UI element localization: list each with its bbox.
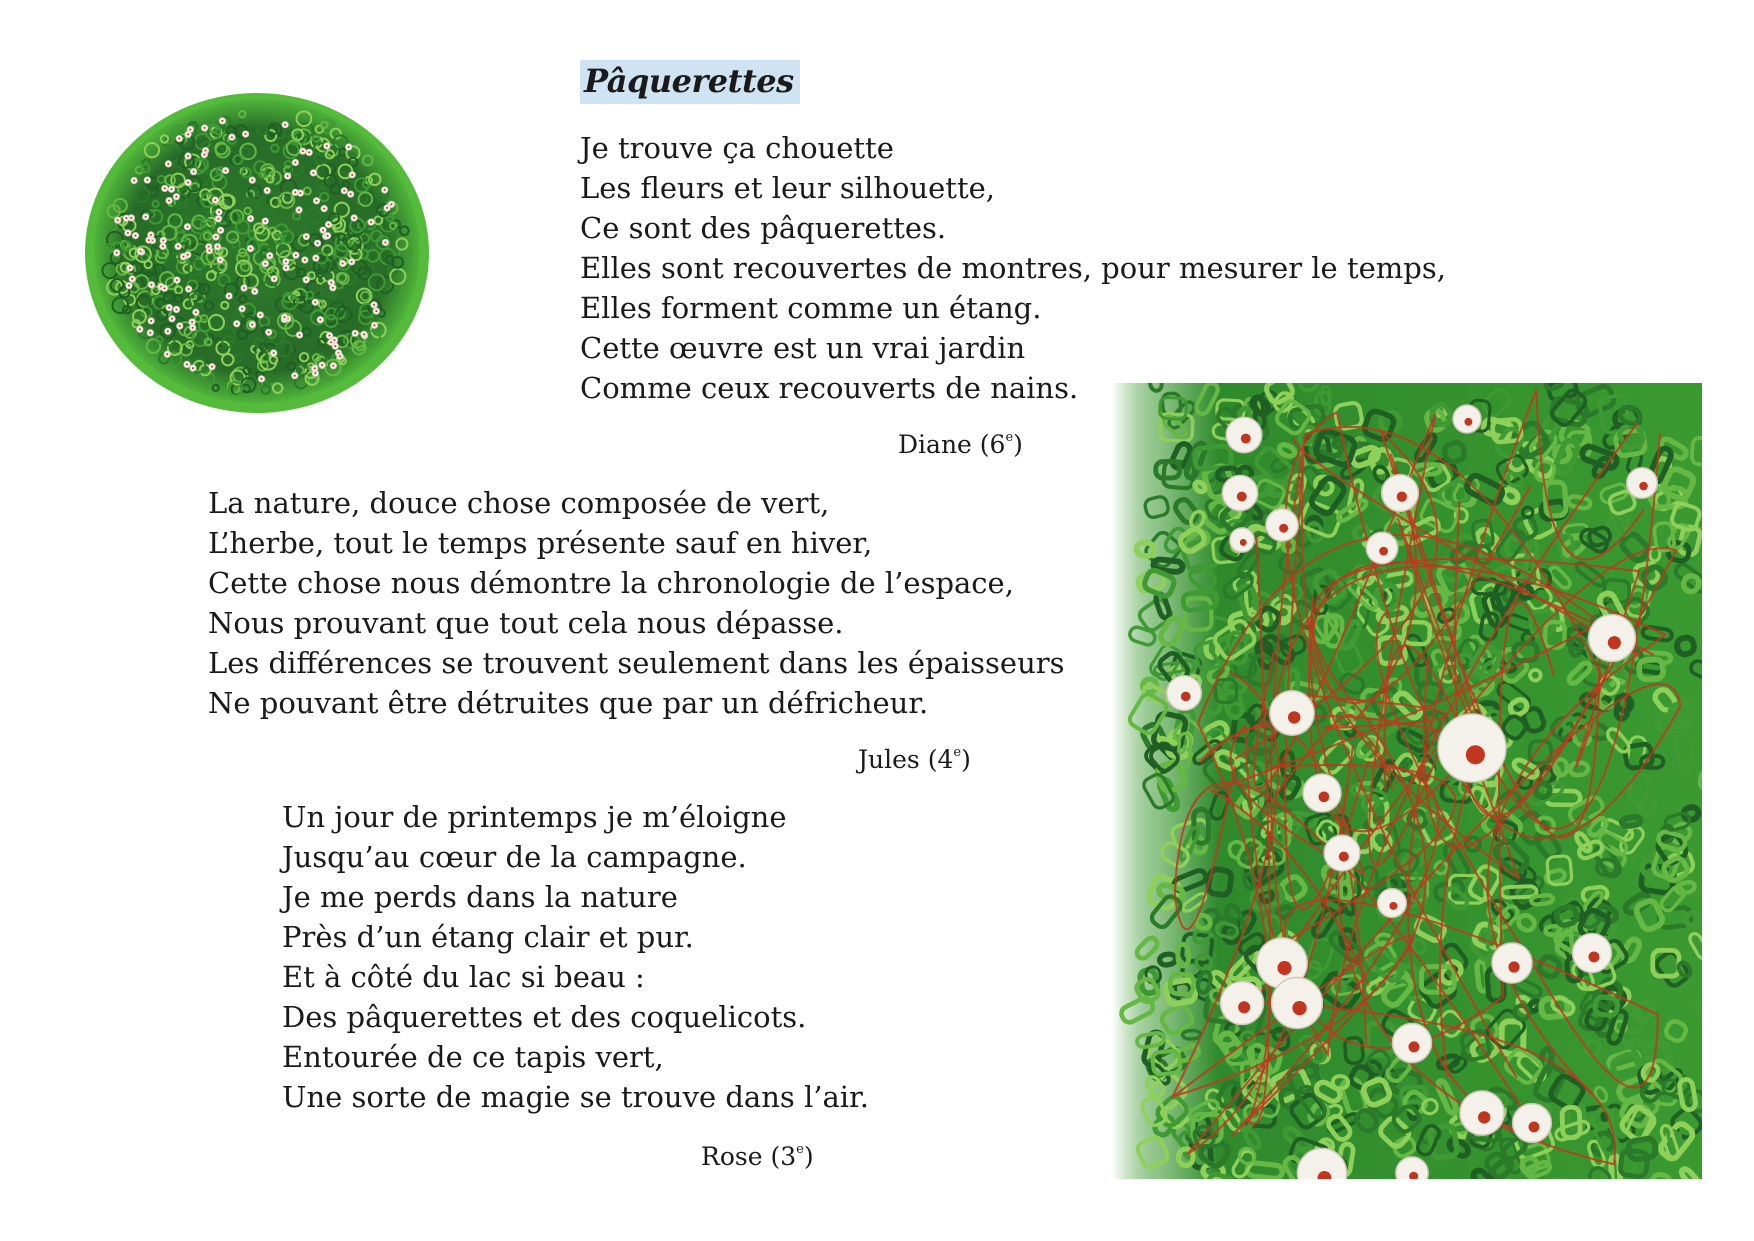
foliage-watches-closeup-image bbox=[1112, 383, 1702, 1179]
poem-line: Comme ceux recouverts de nains. bbox=[580, 371, 1079, 405]
author-name: Jules (4 bbox=[858, 745, 954, 774]
poem-line: Nous prouvant que tout cela nous dépasse. bbox=[208, 606, 844, 640]
poem-line: Cette œuvre est un vrai jardin bbox=[580, 331, 1026, 365]
author-close-paren: ) bbox=[1013, 430, 1023, 459]
grade-superscript: e bbox=[953, 745, 962, 760]
poem-line: Elles sont recouvertes de montres, pour mesurer le temps, bbox=[580, 251, 1446, 285]
poem-line: La nature, douce chose composée de vert, bbox=[208, 486, 830, 520]
poem-line: Elles forment comme un étang. bbox=[580, 291, 1042, 325]
poem-line: Et à côté du lac si beau : bbox=[282, 960, 645, 994]
poem-line: Les fleurs et leur silhouette, bbox=[580, 171, 995, 205]
poem-line: Des pâquerettes et des coquelicots. bbox=[282, 1000, 807, 1034]
author-name: Diane (6 bbox=[898, 430, 1006, 459]
author-close-paren: ) bbox=[961, 745, 971, 774]
poem-line: Ce sont des pâquerettes. bbox=[580, 211, 947, 245]
grade-superscript: e bbox=[1005, 430, 1014, 445]
poem-jules bbox=[208, 483, 1065, 723]
poem-rose bbox=[282, 797, 869, 1117]
poem-line: Un jour de printemps je m’éloigne bbox=[282, 800, 787, 834]
round-garden-artwork-image bbox=[62, 75, 452, 425]
poem-line: Les différences se trouvent seulement dans les épaisseurs bbox=[208, 646, 1065, 680]
poem-author-signature bbox=[858, 745, 971, 774]
poem-line: L’herbe, tout le temps présente sauf en hiver, bbox=[208, 526, 873, 560]
poem-diane bbox=[580, 128, 1446, 408]
poem-line: Jusqu’au cœur de la campagne. bbox=[282, 840, 747, 874]
poem-title: Pâquerettes bbox=[580, 60, 800, 104]
poem-author-signature bbox=[701, 1142, 814, 1171]
poem-author-signature bbox=[898, 430, 1023, 459]
poem-line: Une sorte de magie se trouve dans l’air. bbox=[282, 1080, 869, 1114]
author-close-paren: ) bbox=[803, 1142, 814, 1171]
poem-line: Je me perds dans la nature bbox=[282, 880, 678, 914]
poem-line: Ne pouvant être détruites que par un défricheur. bbox=[208, 686, 929, 720]
poem-line: Cette chose nous démontre la chronologie de l’espace, bbox=[208, 566, 1014, 600]
poem-line: Près d’un étang clair et pur. bbox=[282, 920, 694, 954]
poem-line: Entourée de ce tapis vert, bbox=[282, 1040, 664, 1074]
poem-line: Je trouve ça chouette bbox=[580, 131, 894, 165]
author-name: Rose (3 bbox=[701, 1142, 797, 1171]
grade-superscript: e bbox=[796, 1142, 804, 1157]
